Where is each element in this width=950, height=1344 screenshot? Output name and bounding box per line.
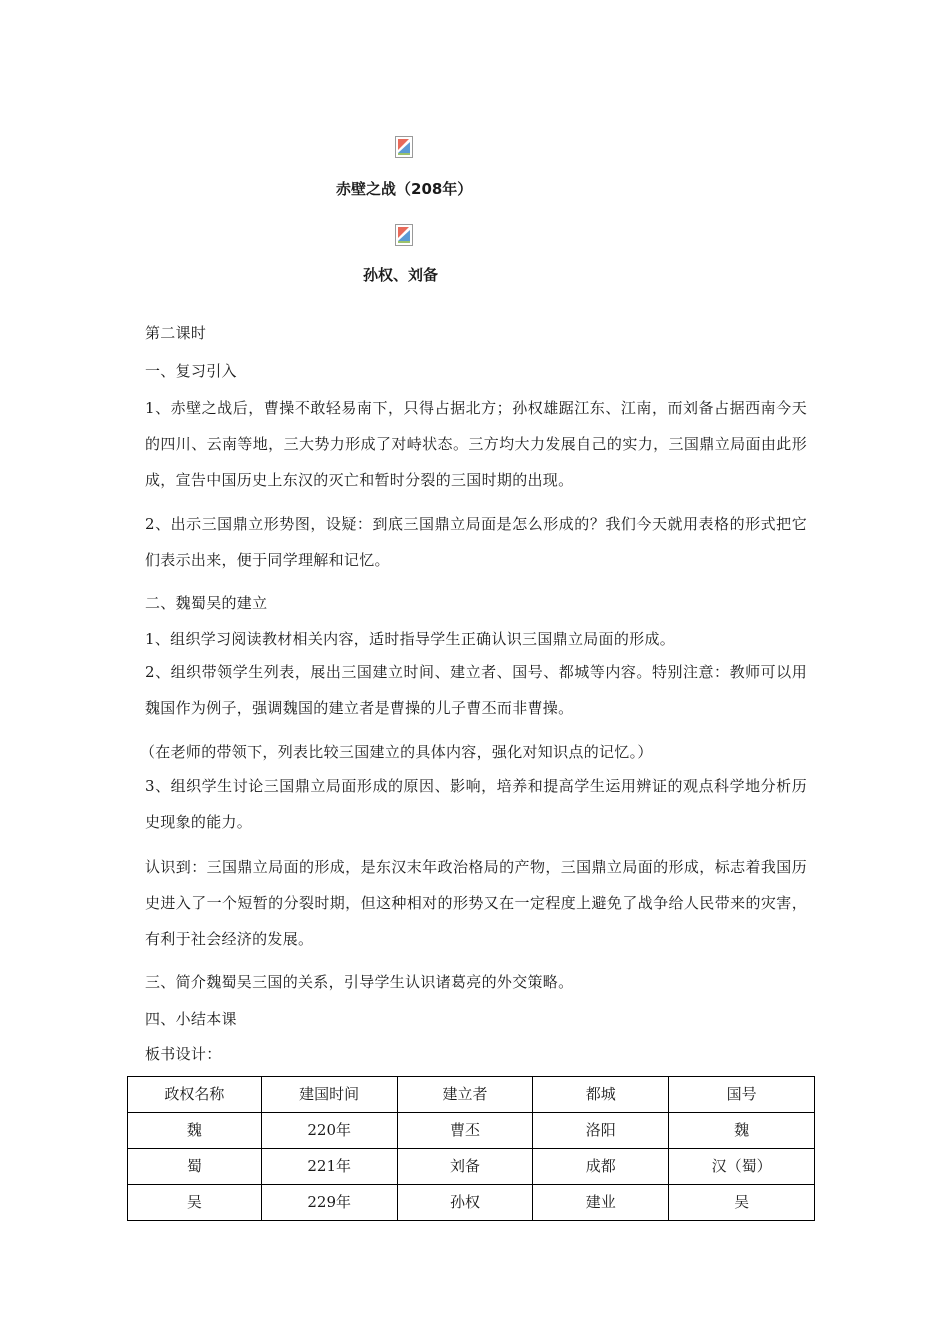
table-cell: 魏 [128, 1113, 262, 1149]
table-cell: 吴 [128, 1185, 262, 1221]
section2-note: （在老师的带领下，列表比较三国建立的具体内容，强化对知识点的记忆。） [140, 743, 653, 761]
section2-paragraph-1: 1、组织学习阅读教材相关内容，适时指导学生正确认识三国鼎立局面的形成。 [145, 630, 676, 648]
table-header-cell: 政权名称 [128, 1077, 262, 1113]
table-header-cell: 都城 [533, 1077, 669, 1113]
section4-title: 四、小结本课 [145, 1010, 237, 1028]
section1-title: 一、复习引入 [145, 362, 237, 380]
table-cell: 魏 [669, 1113, 815, 1149]
table-header-cell: 建国时间 [261, 1077, 397, 1113]
table-row [128, 1149, 815, 1185]
heading-battle: 赤壁之战（208年） [336, 180, 473, 198]
section1-paragraph-2: 2、出示三国鼎立形势图，设疑：到底三国鼎立局面是怎么形成的？我们今天就用表格的形式把它们表示出来，便于同学理解和记忆。 [145, 515, 807, 569]
section1-paragraph-1: 1、赤壁之战后，曹操不敢轻易南下，只得占据北方；孙权雄踞江东、江南，而刘备占据西南今天的四川、云南等地，三大势力形成了对峙状态。三方均大力发展自己的实力，三国鼎立局面由此形成，宣告中国历史上东汉的灭亡和暂时分裂的三国时期的出现。 [145, 399, 807, 489]
heading-allies: 孙权、刘备 [363, 266, 439, 284]
table-cell: 建业 [533, 1185, 669, 1221]
table-row [128, 1113, 815, 1149]
broken-image-icon [395, 136, 413, 158]
section2-title: 二、魏蜀吴的建立 [145, 594, 268, 612]
section2-paragraph-3: 3、组织学生讨论三国鼎立局面形成的原因、影响，培养和提高学生运用辨证的观点科学地分析历史现象的能力。 [145, 777, 807, 831]
section2-paragraph-4: 认识到：三国鼎立局面的形成，是东汉末年政治格局的产物，三国鼎立局面的形成，标志着我国历史进入了一个短暂的分裂时期，但这种相对的形势又在一定程度上避免了战争给人民带来的灾害，有利于社会经济的发展。 [145, 858, 807, 948]
table-header-row [128, 1077, 815, 1113]
table-cell: 曹丕 [397, 1113, 533, 1149]
broken-image-icon [395, 224, 413, 246]
table-header-cell: 建立者 [397, 1077, 533, 1113]
section2-paragraph-2: 2、组织带领学生列表，展出三国建立时间、建立者、国号、都城等内容。特别注意：教师可以用魏国作为例子，强调魏国的建立者是曹操的儿子曹丕而非曹操。 [145, 663, 807, 717]
table-cell: 汉（蜀） [669, 1149, 815, 1185]
table-row [128, 1185, 815, 1221]
table-cell: 成都 [533, 1149, 669, 1185]
table-cell: 221年 [261, 1149, 397, 1185]
section3-title: 三、简介魏蜀吴三国的关系，引导学生认识诸葛亮的外交策略。 [145, 973, 574, 991]
board-design-label: 板书设计： [145, 1045, 222, 1063]
three-kingdoms-table [127, 1076, 815, 1221]
table-cell: 229年 [261, 1185, 397, 1221]
lesson-title: 第二课时 [145, 324, 207, 342]
table-cell: 蜀 [128, 1149, 262, 1185]
table-cell: 洛阳 [533, 1113, 669, 1149]
table-cell: 220年 [261, 1113, 397, 1149]
table-cell: 吴 [669, 1185, 815, 1221]
table-cell: 孙权 [397, 1185, 533, 1221]
table-header-cell: 国号 [669, 1077, 815, 1113]
table-cell: 刘备 [397, 1149, 533, 1185]
